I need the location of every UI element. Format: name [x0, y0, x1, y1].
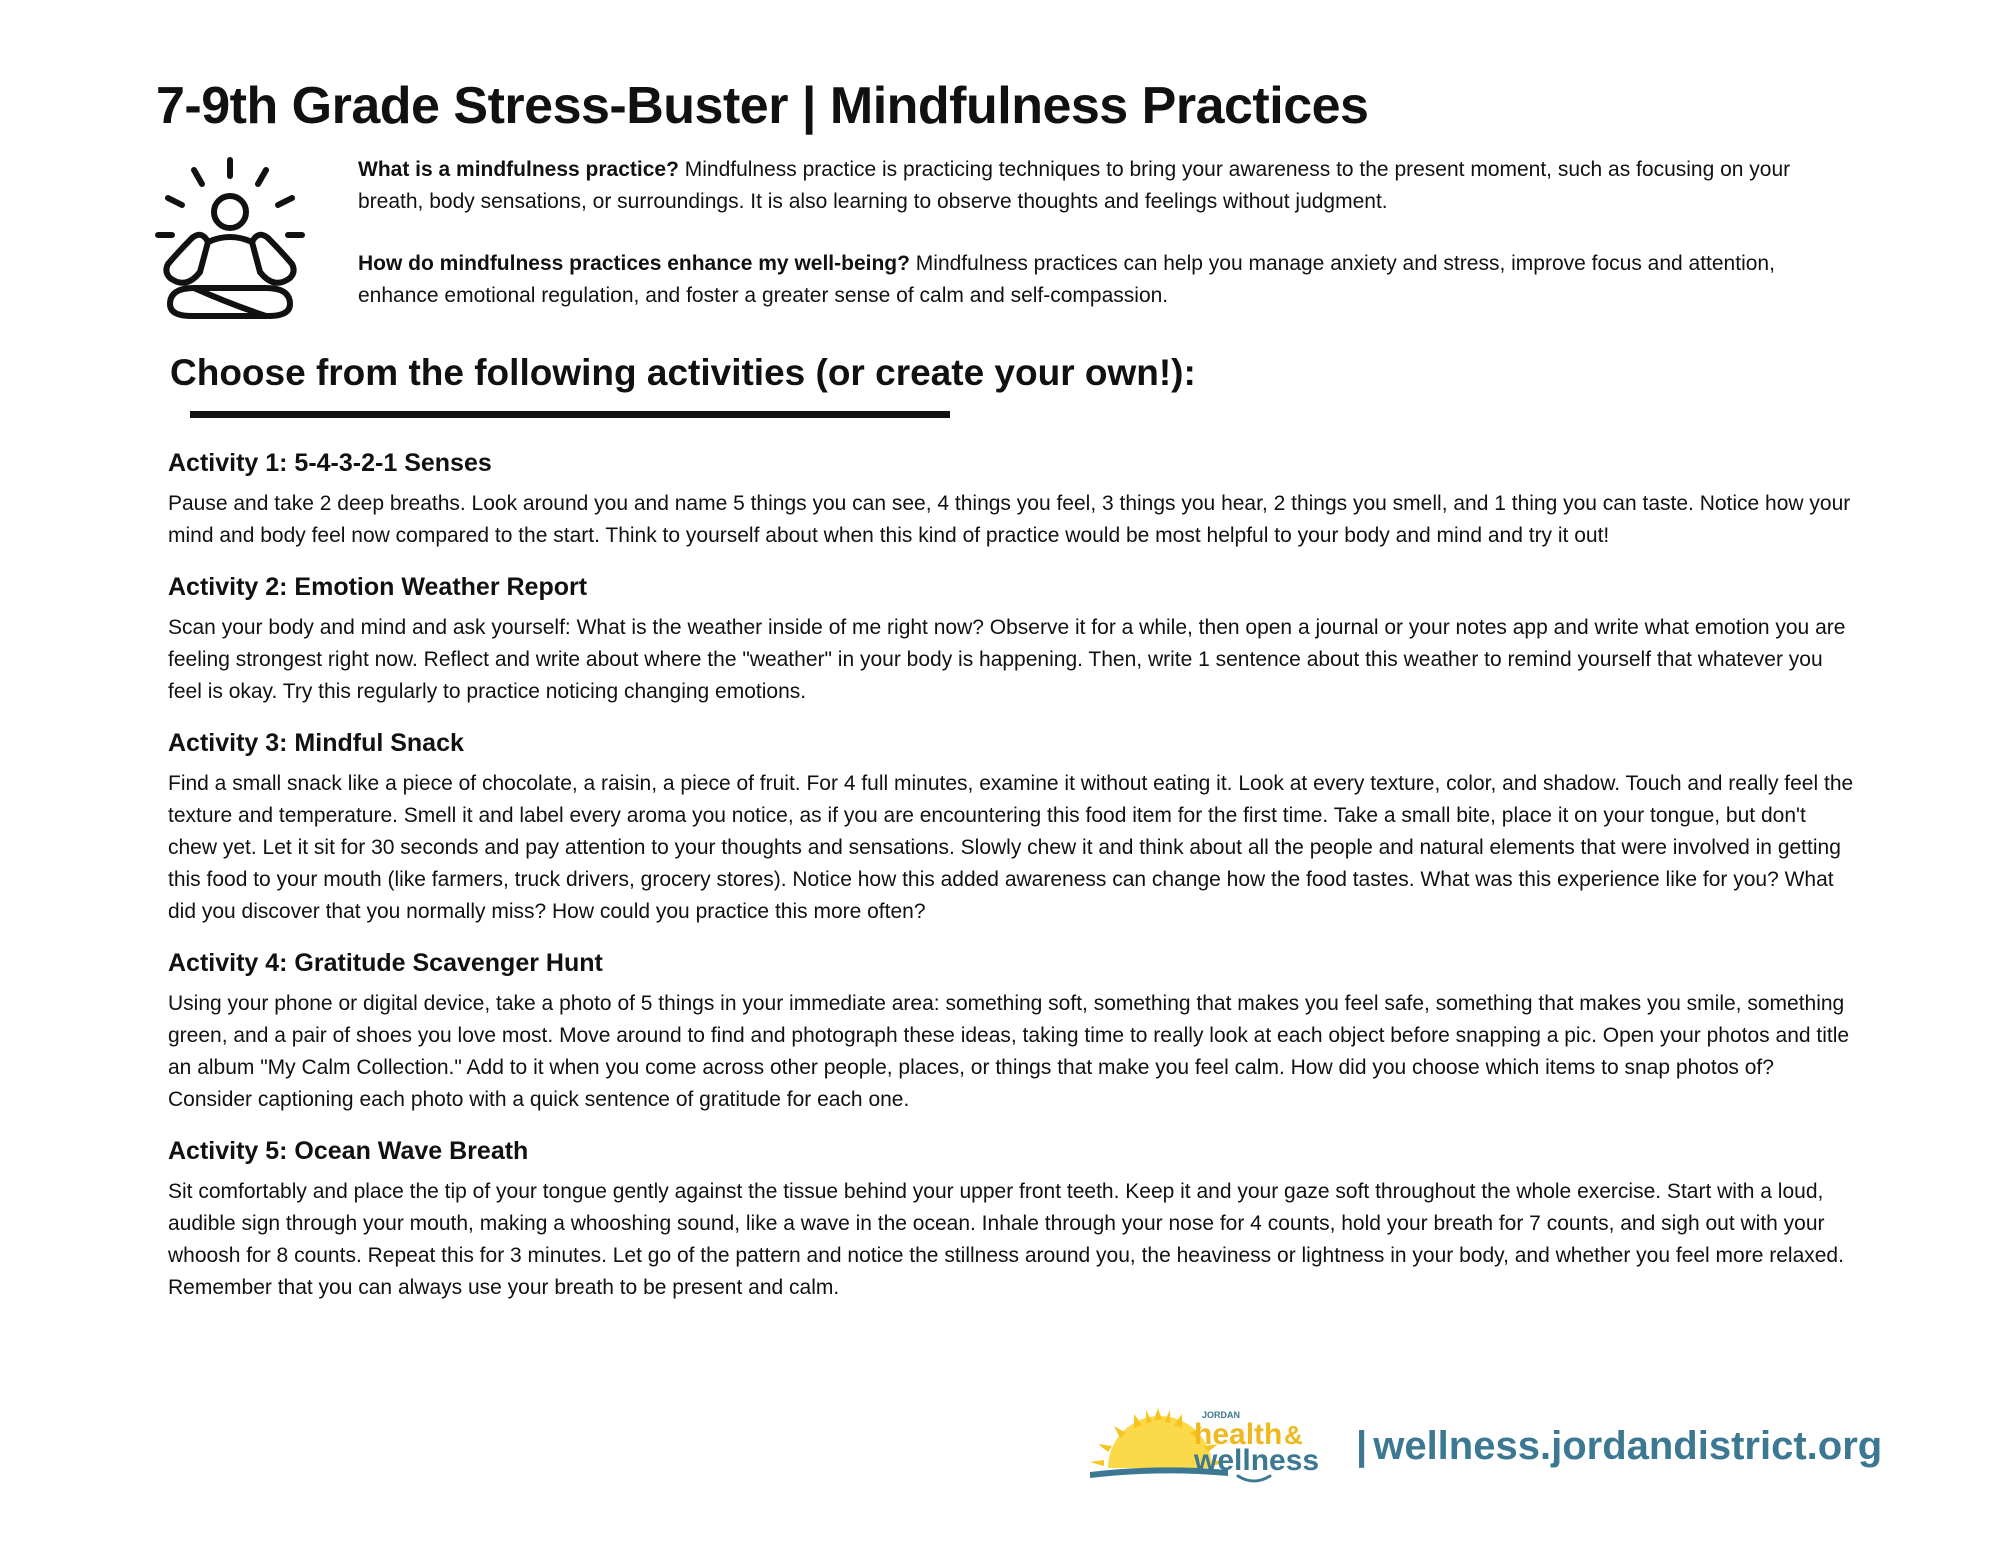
activity-body: Using your phone or digital device, take a photo of 5 things in your immediate area: something soft, something that makes you feel safe, something that makes you smile, something green, and a pair of shoes you love most. Move around to find and photograph these ideas, taking time to really look at each object before snapping a pic. Open your photos and title an album "My Calm Collection." Add to it when you come across other people, places, or things that make you feel calm. How did you choose which items to snap photos of? Consider captioning each photo with a quick sentence of gratitude for each one. — [168, 992, 1850, 1111]
activity-item — [168, 1134, 1858, 1304]
activity-item — [168, 570, 1858, 708]
activity-title: Activity 2: Emotion Weather Report — [168, 573, 588, 601]
activity-item — [168, 446, 1858, 552]
section-heading: Choose from the following activities (or create your own!): — [170, 352, 1196, 393]
activity-item — [168, 946, 1858, 1116]
intro-answer: Mindfulness practices can help you manage anxiety and stress, improve focus and attention, enhance emotional regulation, and foster a greater sense of calm and self-compassion. — [358, 252, 1775, 307]
activity-title: Activity 5: Ocean Wave Breath — [168, 1137, 529, 1165]
activity-item — [168, 726, 1858, 928]
activity-body: Scan your body and mind and ask yourself: What is the weather inside of me right now? Observe it for a while, then open a journal or your notes app and write what emotion you are feeling strongest right now. Reflect and write about where the "weather" in your body is happening. Then, write 1 sentence about this weather to remind yourself that whatever you feel is okay. Try this regularly to practice noticing changing emotions. — [168, 616, 1846, 703]
logo-wellness-text: wellness — [1194, 1444, 1320, 1477]
activity-title: Activity 4: Gratitude Scavenger Hunt — [168, 949, 603, 977]
activity-list — [168, 446, 1858, 1322]
logo-ampersand-text: & — [1284, 1420, 1303, 1450]
activity-body: Sit comfortably and place the tip of your tongue gently against the tissue behind your upper front teeth. Keep it and your gaze soft throughout the whole exercise. Start with a loud, audible sign through your mouth, making a whooshing sound, like a wave in the ocean. Inhale through your nose for 4 counts, hold your breath for 7 counts, and sigh out with your whoosh for 8 counts. Repeat this for 3 minutes. Let go of the pattern and notice the stillness around you, the heaviness or lightness in your body, and whether you feel more relaxed. Remember that you can always use your breath to be present and calm. — [168, 1180, 1844, 1299]
footer-website — [1356, 1424, 1882, 1469]
page-title: 7-9th Grade Stress-Buster | Mindfulness Practices — [156, 77, 1369, 135]
activity-title: Activity 3: Mindful Snack — [168, 729, 464, 757]
logo-jordan-text: JORDAN — [1202, 1410, 1241, 1420]
intro-question: What is a mindfulness practice? — [358, 158, 679, 181]
activity-body: Find a small snack like a piece of chocolate, a raisin, a piece of fruit. For 4 full minutes, examine it without eating it. Look at every texture, color, and shadow. Touch and really feel the texture and temperature. Smell it and label every aroma you notice, as if you are encountering this food item for the first time. Take a small bite, place it on your tongue, but don't chew yet. Let it sit for 30 seconds and pay attention to your thoughts and sensations. Slowly chew it and think about all the people and natural elements that were involved in getting this food to your mouth (like farmers, truck drivers, grocery stores). Notice how this added awareness can change how the food tastes. What was this experience like for you? What did you discover that you normally miss? How could you practice this more often? — [168, 772, 1854, 923]
logo-health-text: health — [1194, 1418, 1283, 1451]
activity-title: Activity 1: 5-4-3-2-1 Senses — [168, 449, 492, 477]
jordan-health-wellness-logo — [1088, 1406, 1350, 1486]
meditation-person-icon — [150, 154, 310, 324]
footer-separator: | — [1356, 1424, 1368, 1468]
activity-body: Pause and take 2 deep breaths. Look around you and name 5 things you can see, 4 things you feel, 3 things you hear, 2 things you smell, and 1 thing you can taste. Notice how your mind and body feel now compared to the start. Think to yourself about when this kind of practice would be most helpful to your body and mind and try it out! — [168, 492, 1851, 547]
intro-question: How do mindfulness practices enhance my well-being? — [358, 252, 910, 275]
intro-section — [358, 154, 1858, 342]
intro-answer: Mindfulness practice is practicing techniques to bring your awareness to the present moment, such as focusing on your breath, body sensations, or surroundings. It is also learning to observe thoughts and feelings without judgment. — [358, 158, 1791, 213]
website-link[interactable]: wellness.jordandistrict.org — [1373, 1424, 1883, 1468]
heading-underline-divider — [190, 411, 950, 418]
intro-paragraph-what — [358, 154, 1858, 218]
intro-paragraph-how — [358, 248, 1858, 312]
